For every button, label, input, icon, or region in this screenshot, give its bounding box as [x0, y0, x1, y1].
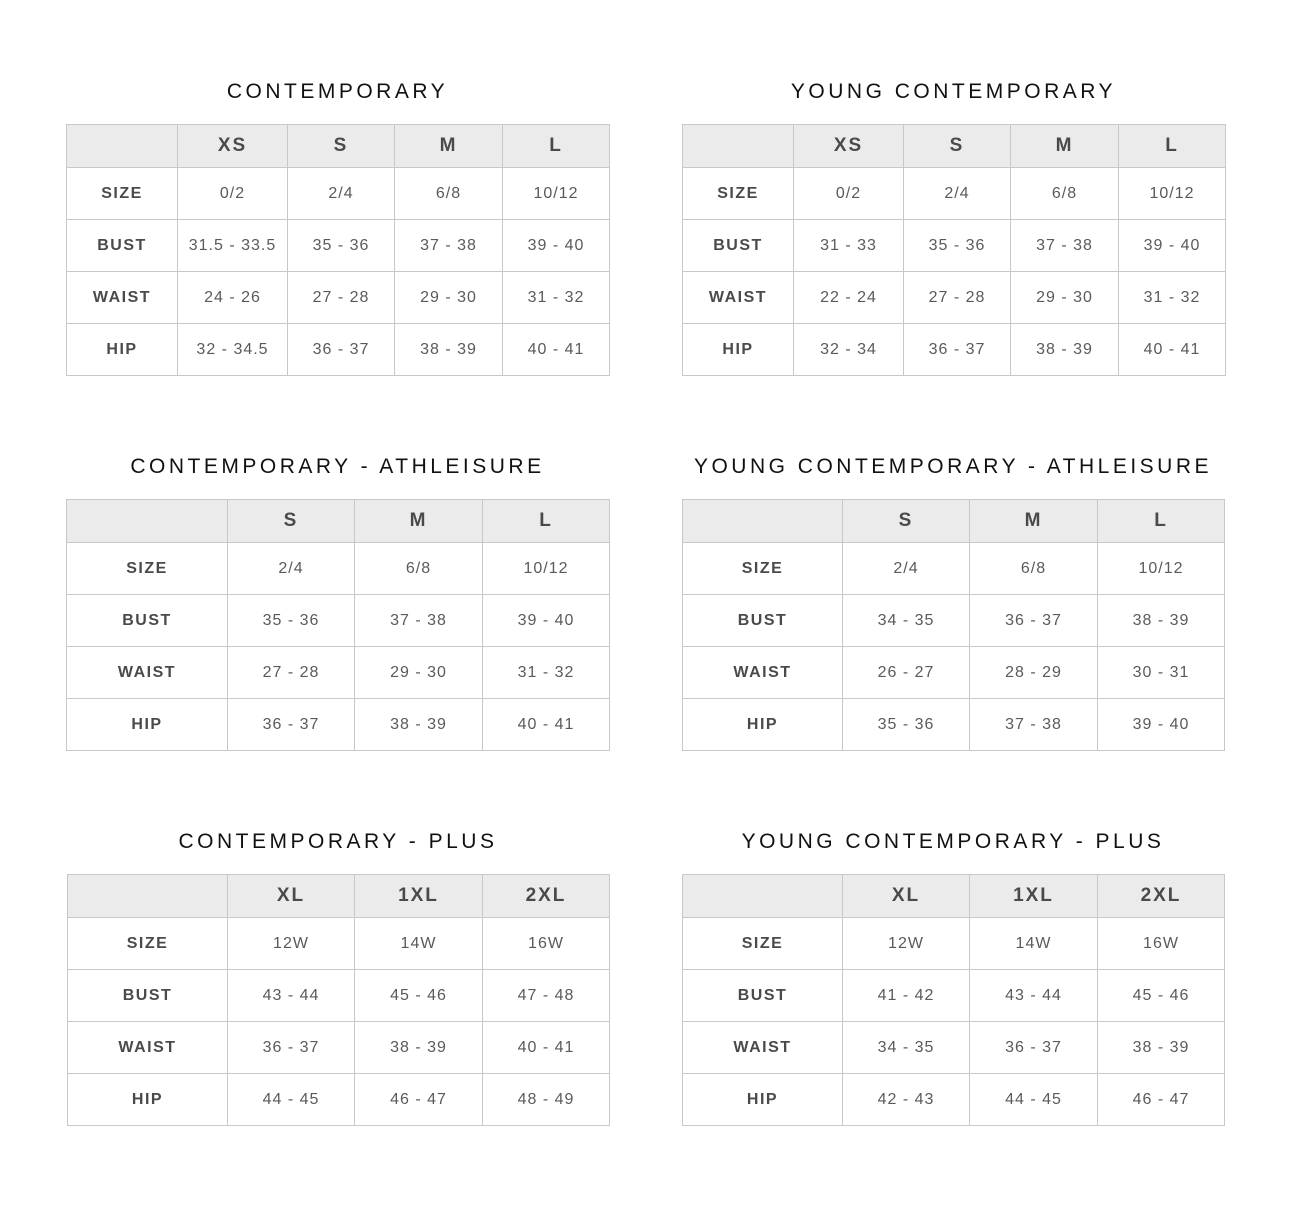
column-header: S: [228, 500, 355, 543]
table-row: [67, 220, 610, 272]
table-cell: 32 - 34.5: [178, 324, 288, 376]
table-cell: 45 - 46: [355, 970, 483, 1022]
row-label: BUST: [67, 220, 178, 272]
row-label: BUST: [683, 970, 843, 1022]
table-cell: 27 - 28: [288, 272, 395, 324]
table-cell: 38 - 39: [1098, 1022, 1225, 1074]
table-row: [67, 168, 610, 220]
column-header: XS: [794, 125, 904, 168]
table-cell: 31 - 33: [794, 220, 904, 272]
table-cell: 10/12: [1098, 543, 1225, 595]
table-cell: 36 - 37: [970, 595, 1098, 647]
table-row: [683, 699, 1225, 751]
table-row: [67, 699, 610, 751]
table-cell: 35 - 36: [843, 699, 970, 751]
row-label: HIP: [683, 324, 794, 376]
size-table: [66, 124, 610, 376]
table-cell: 42 - 43: [843, 1074, 970, 1126]
table-cell: 27 - 28: [228, 647, 355, 699]
table-cell: 31 - 32: [483, 647, 610, 699]
table-cell: 28 - 29: [970, 647, 1098, 699]
table-row: [683, 220, 1226, 272]
column-header: 2XL: [1098, 875, 1225, 918]
table-cell: 0/2: [178, 168, 288, 220]
column-header: 1XL: [355, 875, 483, 918]
row-label: SIZE: [68, 918, 228, 970]
row-label: SIZE: [683, 168, 794, 220]
table-row: [683, 168, 1226, 220]
table-cell: 2/4: [843, 543, 970, 595]
table-cell: 45 - 46: [1098, 970, 1225, 1022]
table-row: [68, 970, 610, 1022]
row-label: WAIST: [683, 1022, 843, 1074]
table-cell: 22 - 24: [794, 272, 904, 324]
table-cell: 40 - 41: [483, 699, 610, 751]
header-row: [683, 125, 1226, 168]
table-cell: 39 - 40: [503, 220, 610, 272]
table-cell: 35 - 36: [288, 220, 395, 272]
table-cell: 30 - 31: [1098, 647, 1225, 699]
table-cell: 43 - 44: [228, 970, 355, 1022]
table-row: [683, 543, 1225, 595]
column-header: XS: [178, 125, 288, 168]
table-cell: 41 - 42: [843, 970, 970, 1022]
chart-title: YOUNG CONTEMPORARY: [790, 80, 1117, 103]
table-row: [67, 647, 610, 699]
row-label: WAIST: [683, 647, 843, 699]
table-cell: 34 - 35: [843, 595, 970, 647]
corner-cell: [683, 500, 843, 543]
header-row: [67, 125, 610, 168]
table-cell: 31.5 - 33.5: [178, 220, 288, 272]
column-header: XL: [228, 875, 355, 918]
chart-title: CONTEMPORARY - ATHLEISURE: [130, 455, 545, 478]
table-cell: 29 - 30: [395, 272, 503, 324]
table-cell: 46 - 47: [1098, 1074, 1225, 1126]
column-header: XL: [843, 875, 970, 918]
table-cell: 10/12: [503, 168, 610, 220]
table-cell: 36 - 37: [288, 324, 395, 376]
table-row: [683, 324, 1226, 376]
column-header: M: [970, 500, 1098, 543]
size-table: [67, 874, 610, 1126]
row-label: WAIST: [683, 272, 794, 324]
chart-title: CONTEMPORARY: [226, 80, 449, 103]
table-cell: 14W: [970, 918, 1098, 970]
column-header: 2XL: [483, 875, 610, 918]
column-header: M: [355, 500, 483, 543]
table-cell: 36 - 37: [228, 1022, 355, 1074]
corner-cell: [683, 125, 794, 168]
column-header: S: [843, 500, 970, 543]
table-cell: 10/12: [483, 543, 610, 595]
table-row: [67, 272, 610, 324]
row-label: HIP: [67, 324, 178, 376]
corner-cell: [683, 875, 843, 918]
table-cell: 36 - 37: [228, 699, 355, 751]
column-header: M: [1011, 125, 1119, 168]
table-cell: 26 - 27: [843, 647, 970, 699]
header-row: [67, 500, 610, 543]
row-label: WAIST: [67, 272, 178, 324]
row-label: SIZE: [683, 918, 843, 970]
row-label: SIZE: [67, 168, 178, 220]
column-header: M: [395, 125, 503, 168]
column-header: 1XL: [970, 875, 1098, 918]
row-label: WAIST: [67, 647, 228, 699]
corner-cell: [67, 500, 228, 543]
row-label: BUST: [683, 220, 794, 272]
table-cell: 44 - 45: [970, 1074, 1098, 1126]
row-label: BUST: [67, 595, 228, 647]
table-cell: 38 - 39: [1011, 324, 1119, 376]
table-cell: 24 - 26: [178, 272, 288, 324]
table-cell: 6/8: [970, 543, 1098, 595]
table-cell: 2/4: [904, 168, 1011, 220]
row-label: BUST: [68, 970, 228, 1022]
header-row: [683, 500, 1225, 543]
row-label: HIP: [68, 1074, 228, 1126]
table-cell: 37 - 38: [395, 220, 503, 272]
table-cell: 38 - 39: [395, 324, 503, 376]
table-cell: 39 - 40: [483, 595, 610, 647]
table-cell: 6/8: [355, 543, 483, 595]
table-cell: 40 - 41: [1119, 324, 1226, 376]
table-cell: 10/12: [1119, 168, 1226, 220]
table-cell: 36 - 37: [970, 1022, 1098, 1074]
row-label: SIZE: [683, 543, 843, 595]
row-label: SIZE: [67, 543, 228, 595]
table-cell: 12W: [228, 918, 355, 970]
table-cell: 16W: [483, 918, 610, 970]
table-cell: 40 - 41: [483, 1022, 610, 1074]
table-row: [683, 647, 1225, 699]
table-cell: 35 - 36: [228, 595, 355, 647]
table-cell: 6/8: [395, 168, 503, 220]
table-cell: 37 - 38: [970, 699, 1098, 751]
row-label: HIP: [67, 699, 228, 751]
table-cell: 37 - 38: [355, 595, 483, 647]
table-cell: 48 - 49: [483, 1074, 610, 1126]
table-cell: 40 - 41: [503, 324, 610, 376]
table-row: [683, 970, 1225, 1022]
chart-title: YOUNG CONTEMPORARY - PLUS: [741, 830, 1165, 853]
size-table: [66, 499, 610, 751]
column-header: L: [483, 500, 610, 543]
column-header: L: [1098, 500, 1225, 543]
chart-title: YOUNG CONTEMPORARY - ATHLEISURE: [693, 455, 1213, 478]
table-cell: 36 - 37: [904, 324, 1011, 376]
table-cell: 6/8: [1011, 168, 1119, 220]
size-table: [682, 499, 1225, 751]
header-row: [683, 875, 1225, 918]
table-row: [67, 324, 610, 376]
chart-title: CONTEMPORARY - PLUS: [178, 830, 498, 853]
table-cell: 38 - 39: [355, 699, 483, 751]
table-cell: 47 - 48: [483, 970, 610, 1022]
table-row: [683, 1074, 1225, 1126]
table-cell: 43 - 44: [970, 970, 1098, 1022]
size-table: [682, 874, 1225, 1126]
table-cell: 29 - 30: [1011, 272, 1119, 324]
table-row: [67, 543, 610, 595]
table-cell: 32 - 34: [794, 324, 904, 376]
table-row: [683, 1022, 1225, 1074]
table-cell: 46 - 47: [355, 1074, 483, 1126]
table-cell: 38 - 39: [355, 1022, 483, 1074]
table-cell: 14W: [355, 918, 483, 970]
row-label: WAIST: [68, 1022, 228, 1074]
row-label: HIP: [683, 699, 843, 751]
column-header: L: [503, 125, 610, 168]
table-cell: 38 - 39: [1098, 595, 1225, 647]
table-cell: 35 - 36: [904, 220, 1011, 272]
table-cell: 31 - 32: [1119, 272, 1226, 324]
table-cell: 0/2: [794, 168, 904, 220]
header-row: [68, 875, 610, 918]
corner-cell: [67, 125, 178, 168]
table-row: [68, 1074, 610, 1126]
table-cell: 44 - 45: [228, 1074, 355, 1126]
table-row: [68, 918, 610, 970]
table-row: [683, 595, 1225, 647]
corner-cell: [68, 875, 228, 918]
size-table: [682, 124, 1226, 376]
table-cell: 34 - 35: [843, 1022, 970, 1074]
table-cell: 39 - 40: [1098, 699, 1225, 751]
table-cell: 27 - 28: [904, 272, 1011, 324]
table-cell: 37 - 38: [1011, 220, 1119, 272]
table-row: [683, 918, 1225, 970]
table-cell: 2/4: [228, 543, 355, 595]
column-header: S: [904, 125, 1011, 168]
table-row: [683, 272, 1226, 324]
column-header: L: [1119, 125, 1226, 168]
table-cell: 12W: [843, 918, 970, 970]
table-row: [67, 595, 610, 647]
column-header: S: [288, 125, 395, 168]
table-row: [68, 1022, 610, 1074]
table-cell: 31 - 32: [503, 272, 610, 324]
row-label: HIP: [683, 1074, 843, 1126]
table-cell: 39 - 40: [1119, 220, 1226, 272]
row-label: BUST: [683, 595, 843, 647]
table-cell: 2/4: [288, 168, 395, 220]
table-cell: 29 - 30: [355, 647, 483, 699]
table-cell: 16W: [1098, 918, 1225, 970]
